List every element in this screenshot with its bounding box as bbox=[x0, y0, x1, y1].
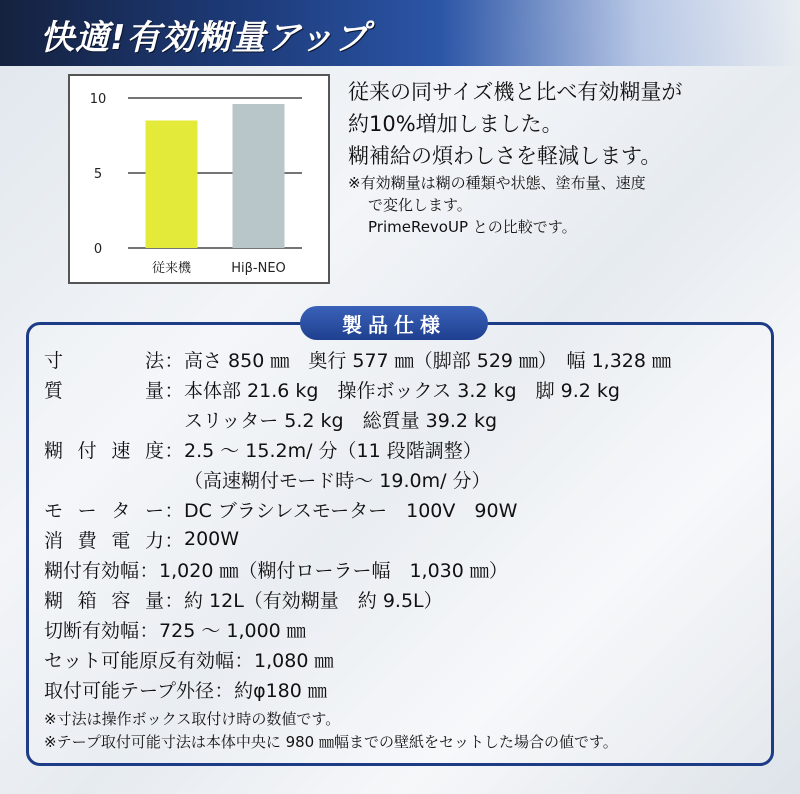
spec-value: 約φ180 ㎜ bbox=[234, 679, 327, 702]
note-line-3: PrimeRevoUP との比較です。 bbox=[368, 218, 577, 236]
spec-row bbox=[44, 464, 784, 494]
header-banner bbox=[0, 0, 800, 66]
description-line-2: 約10%増加しました。 bbox=[348, 112, 563, 136]
spec-value: 約 12L（有効糊量 約 9.5L） bbox=[184, 589, 443, 612]
spec-label-char: 法 bbox=[144, 349, 164, 372]
spec-row bbox=[44, 554, 784, 584]
spec-row bbox=[44, 584, 784, 614]
spec-label-char: 電 bbox=[111, 529, 131, 552]
x-tick-label: Hiβ-NEO bbox=[231, 261, 286, 276]
glue-capacity-chart bbox=[68, 74, 330, 284]
spec-label bbox=[44, 526, 164, 553]
y-tick-label: 10 bbox=[89, 92, 107, 107]
spec-value: 本体部 21.6 kg 操作ボックス 3.2 kg 脚 9.2 kg bbox=[184, 379, 620, 402]
spec-value-continued: （高速糊付モード時～ 19.0m/ 分） bbox=[184, 469, 491, 492]
spec-colon: ： bbox=[164, 529, 184, 552]
spec-label-char: ー bbox=[144, 499, 164, 522]
spec-rows bbox=[44, 344, 784, 704]
description-line-1: 従来の同サイズ機と比べ有効糊量が bbox=[348, 80, 683, 104]
description-line-3: 糊補給の煩わしさを軽減します。 bbox=[348, 144, 662, 168]
spec-label: 糊付有効幅 bbox=[44, 559, 140, 582]
spec-value: 2.5 ～ 15.2m/ 分（11 段階調整） bbox=[184, 439, 482, 462]
spec-label: 切断有効幅 bbox=[44, 619, 140, 642]
spec-colon: ： bbox=[214, 679, 234, 702]
spec-label-char: 力 bbox=[144, 529, 164, 552]
spec-row bbox=[44, 674, 784, 704]
spec-label-char: 量 bbox=[144, 379, 164, 402]
spec-label-char: 質 bbox=[44, 379, 64, 402]
spec-label: 取付可能テープ外径 bbox=[44, 679, 215, 702]
spec-label-char: 糊 bbox=[44, 439, 64, 462]
spec-value: 200W bbox=[184, 528, 240, 550]
spec-row bbox=[44, 524, 784, 554]
bar bbox=[233, 104, 285, 248]
banner-title: 快適!有効糊量アップ bbox=[40, 18, 370, 58]
spec-colon: ： bbox=[164, 499, 184, 522]
spec-label-char: ー bbox=[77, 499, 97, 522]
spec-label-char: 容 bbox=[111, 589, 131, 612]
spec-label-char: 速 bbox=[111, 439, 131, 462]
spec-label-char: 糊 bbox=[44, 589, 64, 612]
spec-row bbox=[44, 434, 784, 464]
spec-row bbox=[44, 344, 784, 374]
note-line-1: ※有効糊量は糊の種類や状態、塗布量、速度 bbox=[348, 174, 646, 192]
spec-label bbox=[44, 496, 164, 523]
x-tick-label: 従来機 bbox=[151, 261, 192, 276]
spec-label-char: 寸 bbox=[44, 349, 64, 372]
spec-label-char: 消 bbox=[44, 529, 64, 552]
spec-row bbox=[44, 614, 784, 644]
footnote-1: ※寸法は操作ボックス取付け時の数値です。 bbox=[44, 710, 341, 728]
spec-colon: ： bbox=[139, 619, 159, 642]
spec-colon: ： bbox=[164, 379, 184, 402]
spec-value: 高さ 850 ㎜ 奥行 577 ㎜（脚部 529 ㎜） 幅 1,328 ㎜ bbox=[184, 349, 672, 372]
spec-value: 725 ～ 1,000 ㎜ bbox=[159, 619, 306, 642]
spec-value-continued: スリッター 5.2 kg 総質量 39.2 kg bbox=[184, 409, 498, 432]
spec-value: 1,020 ㎜（糊付ローラー幅 1,030 ㎜） bbox=[159, 559, 508, 582]
spec-label bbox=[44, 376, 164, 403]
spec-colon: ： bbox=[139, 559, 159, 582]
spec-label bbox=[44, 346, 164, 373]
spec-label-char: モ bbox=[44, 499, 64, 522]
spec-value: DC ブラシレスモーター 100V 90W bbox=[184, 499, 518, 522]
spec-colon: ： bbox=[164, 439, 184, 462]
specs-title: 製品仕様 bbox=[300, 306, 488, 340]
spec-label-char: 量 bbox=[144, 589, 164, 612]
spec-row bbox=[44, 494, 784, 524]
spec-colon: ： bbox=[164, 589, 184, 612]
spec-value: 1,080 ㎜ bbox=[254, 649, 334, 672]
spec-label: セット可能原反有効幅 bbox=[44, 649, 235, 672]
spec-label-char: タ bbox=[111, 499, 131, 522]
spec-label-char: 付 bbox=[77, 439, 97, 462]
y-tick-label: 0 bbox=[93, 242, 103, 257]
spec-colon: ： bbox=[234, 649, 254, 672]
spec-label-char: 度 bbox=[144, 439, 164, 462]
spec-colon: ： bbox=[164, 349, 184, 372]
spec-row bbox=[44, 644, 784, 674]
bar bbox=[146, 121, 198, 249]
footnote-2: ※テープ取付可能寸法は本体中央に 980 ㎜幅までの壁紙をセットした場合の値です。 bbox=[44, 733, 618, 751]
footnotes bbox=[44, 708, 774, 754]
note-line-2: で変化します。 bbox=[368, 196, 472, 214]
spec-label bbox=[44, 586, 164, 613]
spec-row bbox=[44, 404, 784, 434]
chart-svg bbox=[70, 76, 328, 282]
y-tick-label: 5 bbox=[93, 167, 103, 182]
description-block bbox=[348, 76, 788, 238]
spec-row bbox=[44, 374, 784, 404]
spec-label-char: 費 bbox=[77, 529, 97, 552]
spec-label bbox=[44, 436, 164, 463]
spec-label-char: 箱 bbox=[77, 589, 97, 612]
